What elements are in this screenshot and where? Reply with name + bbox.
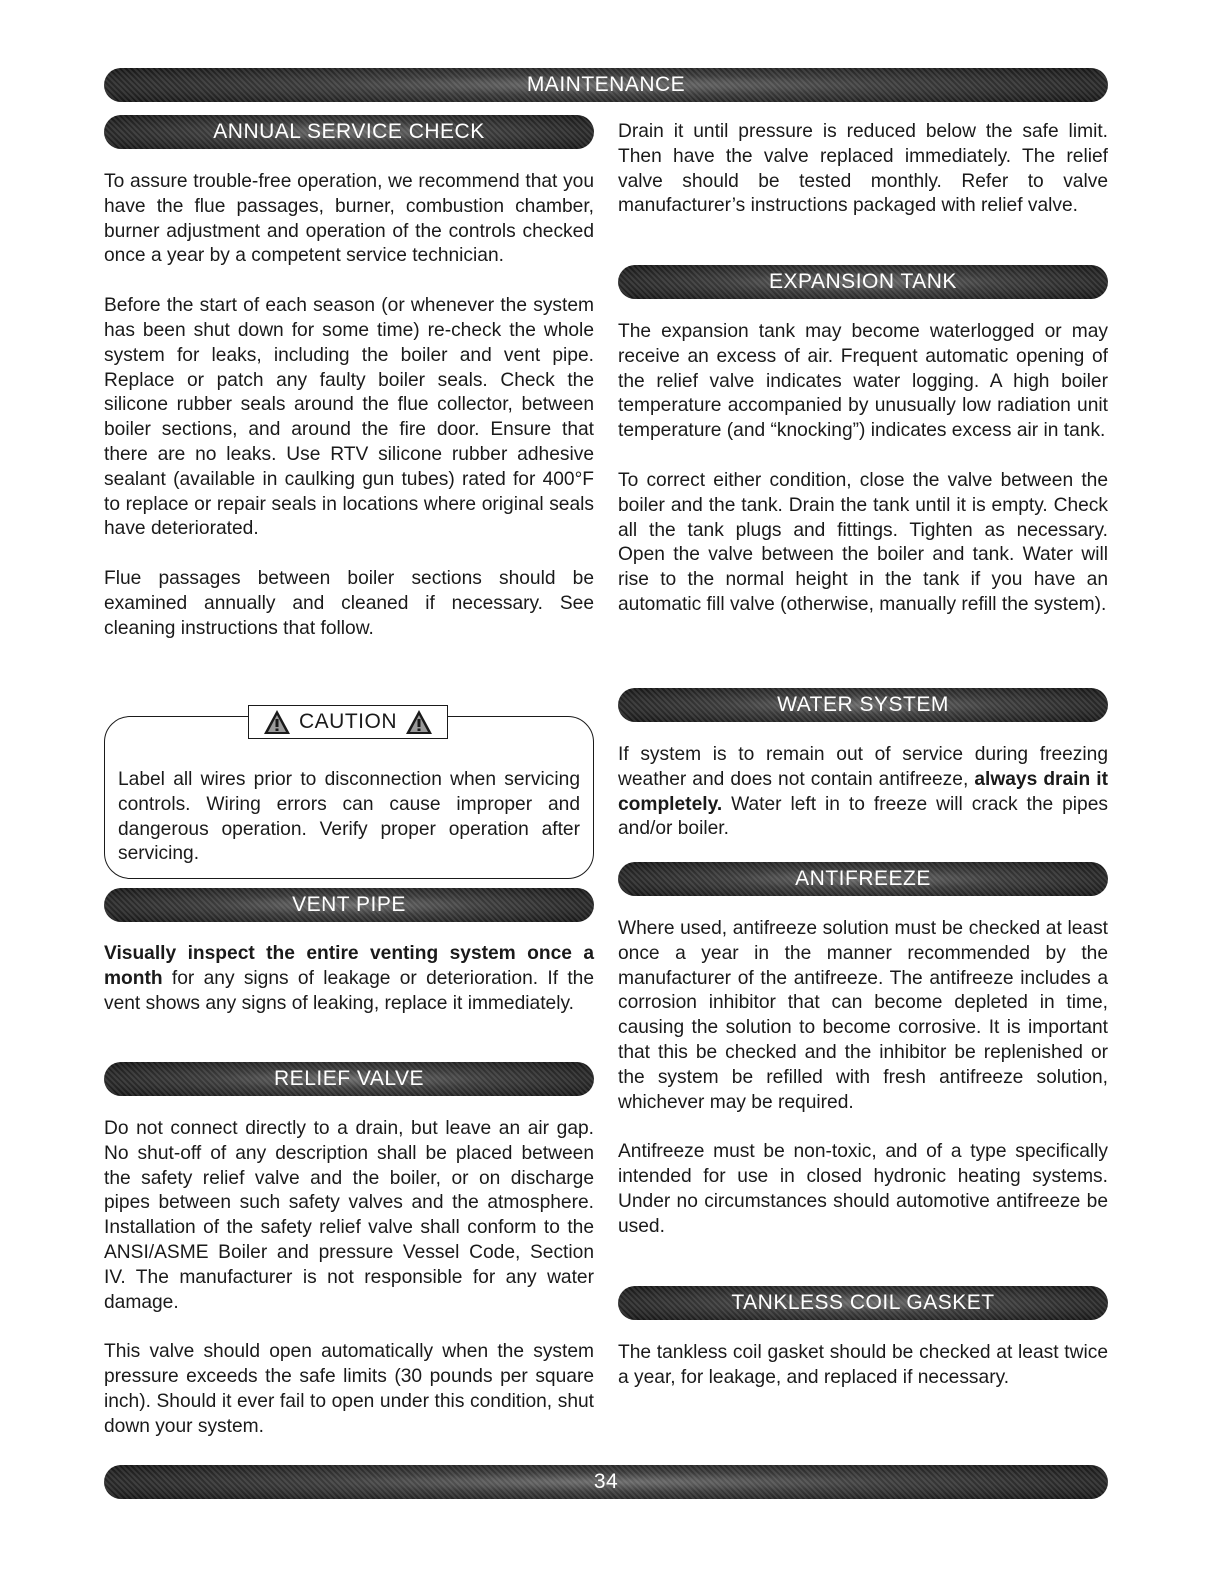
paragraph: The tankless coil gasket should be checked at least twice a year, for leakage, and replaced if necessary. — [618, 1342, 1108, 1388]
warning-icon — [405, 709, 433, 735]
warning-icon — [263, 709, 291, 735]
caution-text: Label all wires prior to disconnection when servicing controls. Wiring errors can cause improper and dangerous operation. Verify proper operation after servicing. — [118, 769, 580, 865]
relief-valve-continued — [618, 120, 1108, 219]
paragraph: To correct either condition, close the valve between the boiler and the tank. Drain the tank until it is empty. Check all the tank plugs and fittings. Tighten as necessary. Open the valve between the boiler and tank. Water will rise to the normal height in the tank if you have an automatic fill valve (otherwise, manually refill the system). — [618, 469, 1108, 615]
annual-service-check-body — [104, 170, 594, 642]
section-title: VENT PIPE — [292, 893, 406, 916]
section-header-water-system — [618, 688, 1108, 722]
text: Water left in to freeze will crack the pipes and/or boiler. — [618, 793, 1108, 840]
section-header-antifreeze — [618, 862, 1108, 896]
page-title: MAINTENANCE — [526, 73, 686, 96]
paragraph: Do not connect directly to a drain, but leave an air gap. No shut-off of any description shall be placed between the safety relief valve and the boiler, or on discharge pipes between such safety valves and the atmosphere. Installation of the safety relief valve shall conform to the ANSI/ASME Boiler and pressure Vessel Code, Section IV. The manufacturer is not responsible for any water damage. — [104, 1118, 594, 1313]
bold-text: Visually inspect the entire venting system once a month — [104, 943, 594, 989]
paragraph: Before the start of each season (or whenever the system has been shut down for some time) re-check the whole system for leaks, including the boiler and vent pipe. Replace or patch any faulty boiler seals. Check the silicone rubber seals around the flue collector, between boiler sections, and around the fire door. Ensure that there are no leaks. Use RTV silicone rubber adhesive sealant (available in caulking gun tubes) rated for 400°F to replace or repair seals in locations where original seals have deteriorated. — [104, 295, 594, 540]
section-title: ANNUAL SERVICE CHECK — [213, 120, 485, 143]
text: If system is to remain out of service during freezing weather and does not contain antifreeze, — [618, 744, 1108, 790]
text: for any signs of leakage or deterioration. If the vent shows any signs of leaking, replace it immediately. — [104, 967, 594, 1014]
paragraph: To assure trouble-free operation, we recommend that you have the flue passages, burner, combustion chamber, burner adjustment and operation of the controls checked once a year by a competent service technician. — [104, 171, 594, 267]
section-header-tankless-coil-gasket — [618, 1286, 1108, 1320]
section-title: TANKLESS COIL GASKET — [731, 1291, 995, 1314]
section-header-relief-valve — [104, 1062, 594, 1096]
relief-valve-body — [104, 1117, 594, 1440]
paragraph: Flue passages between boiler sections should be examined annually and cleaned if necessary. See cleaning instructions that follow. — [104, 568, 594, 639]
page-footer-banner — [104, 1465, 1108, 1499]
paragraph: This valve should open automatically when the system pressure exceeds the safe limits (30 pounds per square inch). Should it ever fail to open under this condition, shut down your system. — [104, 1341, 594, 1437]
section-title: RELIEF VALVE — [274, 1067, 424, 1090]
bold-text: always drain it completely. — [618, 768, 1108, 815]
section-title: WATER SYSTEM — [777, 693, 949, 716]
page-header-banner — [104, 68, 1108, 102]
paragraph: The expansion tank may become waterlogged or may receive an excess of air. Frequent automatic opening of the relief valve indicates water logging. A high boiler temperature accompanied by unusually low radiation unit temperature (and “knocking”) indicates excess air in tank. — [618, 321, 1108, 442]
expansion-tank-body — [618, 320, 1108, 618]
water-system-body — [618, 743, 1108, 842]
paragraph — [104, 942, 594, 1016]
section-header-expansion-tank — [618, 265, 1108, 299]
tankless-coil-gasket-body — [618, 1341, 1108, 1391]
vent-pipe-body — [104, 942, 594, 1016]
paragraph: Antifreeze must be non-toxic, and of a type specifically intended for use in closed hydronic heating systems. Under no circumstances should automotive antifreeze be used. — [618, 1141, 1108, 1237]
caution-label-text: CAUTION — [299, 710, 397, 733]
antifreeze-body — [618, 917, 1108, 1240]
section-header-vent-pipe — [104, 888, 594, 922]
section-title: ANTIFREEZE — [795, 867, 931, 890]
paragraph: Where used, antifreeze solution must be checked at least once a year in the manner recommended by the manufacturer of the antifreeze. The antifreeze includes a corrosion inhibitor that can become depleted in time, causing the solution to become corrosive. It is important that this be checked and the inhibitor be replenished or the system be refilled with fresh antifreeze solution, whichever may be required. — [618, 918, 1108, 1113]
paragraph: Drain it until pressure is reduced below the safe limit. Then have the valve replaced immediately. The relief valve should be tested monthly. Refer to valve manufacturer’s instructions packaged with relief valve. — [618, 121, 1108, 217]
caution-label — [248, 705, 448, 739]
page-number: 34 — [593, 1470, 619, 1493]
section-header-annual-service-check — [104, 115, 594, 149]
section-title: EXPANSION TANK — [769, 270, 957, 293]
paragraph — [618, 743, 1108, 842]
